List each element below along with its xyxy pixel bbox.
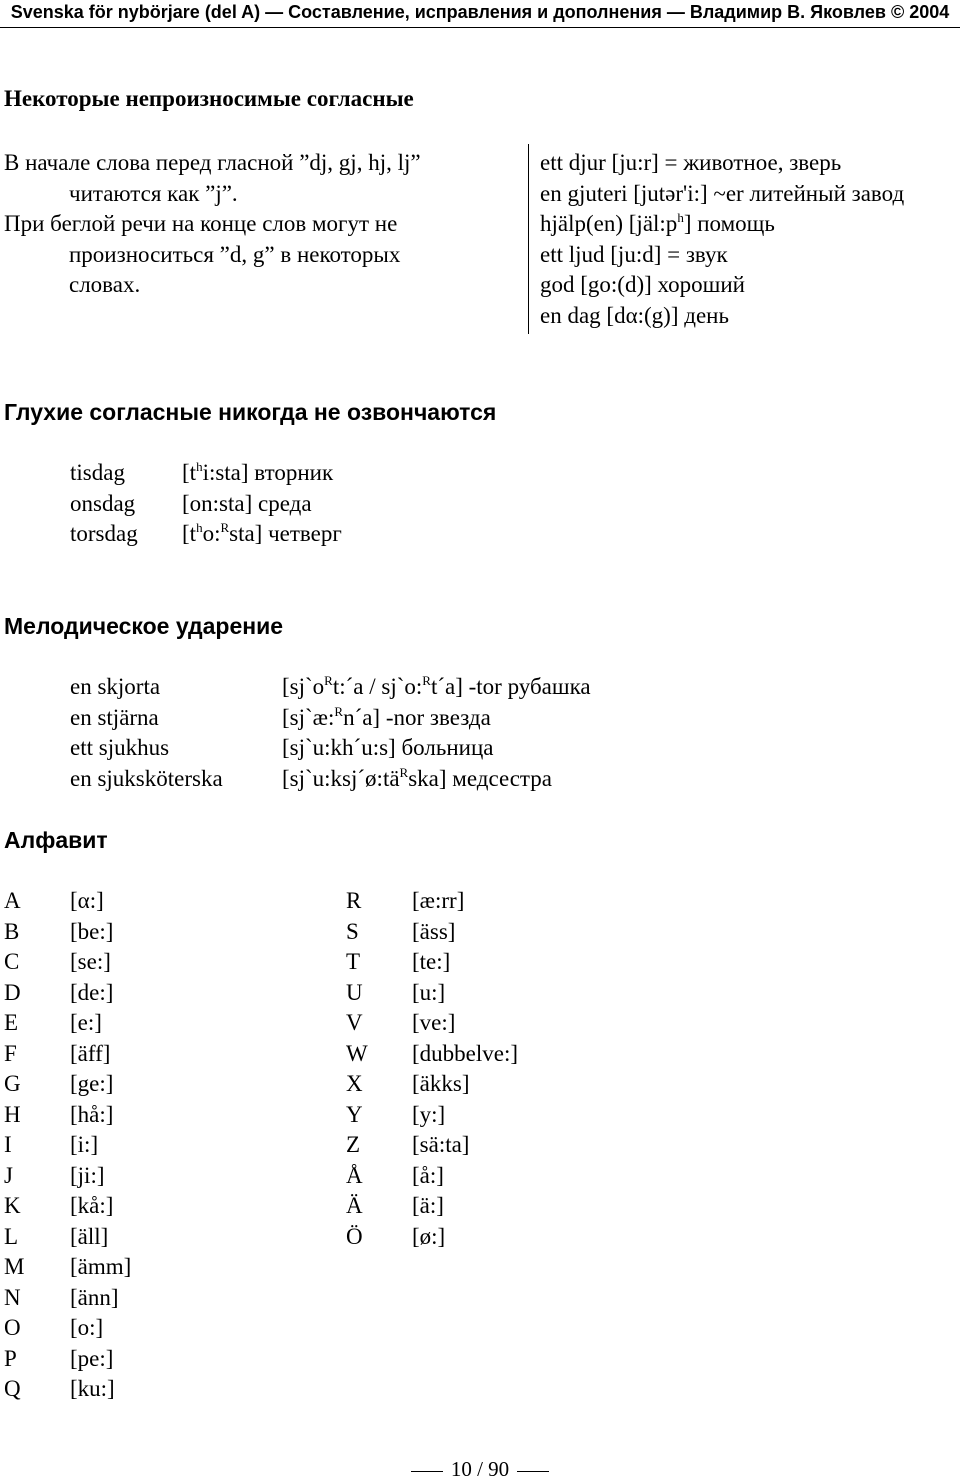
example-text: hjälp(en) [jäl:p	[540, 211, 678, 236]
alphabet-pronunciation	[412, 1374, 518, 1405]
alphabet-letter: Ö	[346, 1223, 363, 1249]
alphabet-pronunciation: [ä:]	[412, 1193, 444, 1218]
alphabet-pronunciation: [te:]	[412, 949, 451, 974]
alphabet-letter: L	[4, 1223, 19, 1249]
example-transcription: [$sj`o^Rt:´a$ / sj`o:$^R$t´a] -tor рубашка	[282, 673, 591, 699]
alphabet-pronunciation: [ø:]	[412, 1223, 446, 1249]
explanation-line: При беглой речи на конце слов могут не	[4, 211, 398, 236]
alphabet-letter: P	[4, 1345, 17, 1371]
silent-consonants-examples	[540, 148, 904, 331]
alphabet-letter: C	[4, 949, 20, 974]
alphabet-letter	[346, 1344, 412, 1375]
example-word: en stjärna	[70, 704, 159, 730]
alphabet-letter: S	[346, 918, 359, 944]
example-line: en gjuteri [jutər'i:] ~er литейный завод	[540, 180, 905, 206]
explanation-line: словах.	[69, 272, 141, 297]
alphabet-letter: I	[4, 1132, 12, 1157]
alphabet-pronunciation: [u:]	[412, 979, 446, 1005]
example-transcription: $[t^hi:sta]$ вторник	[182, 459, 334, 485]
example-word: torsdag	[70, 521, 138, 546]
alphabet-table	[4, 886, 518, 1405]
alphabet-letter	[346, 1283, 412, 1314]
example-text: ] помощь	[683, 211, 775, 236]
alphabet-letter: X	[346, 1071, 363, 1096]
alphabet-pronunciation: [dubbelve:]	[412, 1040, 519, 1066]
alphabet-letter: B	[4, 918, 20, 944]
example-transcription: [sj`u:kh´u:s] больница	[282, 735, 494, 760]
alphabet-letter: R	[346, 888, 362, 913]
alphabet-letter: O	[4, 1315, 21, 1340]
alphabet-letter: N	[4, 1284, 21, 1310]
alphabet-pronunciation: [sä:ta]	[412, 1132, 470, 1157]
section-title-voiceless-consonants: Глухие согласные никогда не озвончаются	[4, 399, 497, 425]
example-word: tisdag	[70, 460, 125, 485]
alphabet-pronunciation: [pe:]	[70, 1345, 114, 1371]
alphabet-pronunciation: [se:]	[70, 949, 111, 974]
alphabet-pronunciation: [ge:]	[70, 1071, 114, 1096]
alphabet-letter: H	[4, 1101, 21, 1127]
example-transcription: $[sj`u:ksj´ø:tä^Rska]$ медсестра	[282, 764, 552, 791]
alphabet-letter: A	[4, 888, 21, 913]
example-word: onsdag	[70, 490, 136, 516]
alphabet-letter: Å	[346, 1162, 363, 1188]
explanation-line: В начале слова перед гласной ”dj, gj, hj, lj”	[4, 150, 421, 175]
alphabet-pronunciation: [änn]	[70, 1284, 119, 1310]
aspiration-mark: h	[677, 210, 684, 225]
alphabet-pronunciation	[412, 1283, 518, 1314]
alphabet-letter	[346, 1374, 412, 1405]
alphabet-letter: W	[346, 1040, 368, 1066]
footer-dash	[411, 1471, 443, 1472]
alphabet-pronunciation: [y:]	[412, 1101, 446, 1127]
alphabet-pronunciation: [ji:]	[70, 1162, 105, 1188]
alphabet-pronunciation: [ku:]	[70, 1376, 115, 1401]
alphabet-grid	[4, 886, 518, 1405]
alphabet-letter: G	[4, 1071, 21, 1096]
melodic-stress-examples	[70, 672, 591, 794]
example-word: en sjuksköterska	[70, 765, 223, 791]
alphabet-pronunciation: [äkks]	[412, 1071, 470, 1096]
example-line: god [go:(d)] хороший	[540, 272, 745, 297]
alphabet-letter: Z	[346, 1132, 361, 1157]
alphabet-letter: K	[4, 1193, 21, 1218]
silent-consonants-explanation	[4, 148, 504, 301]
alphabet-pronunciation: [ve:]	[412, 1010, 456, 1035]
alphabet-letter: F	[4, 1040, 17, 1066]
alphabet-pronunciation: [äss]	[412, 918, 456, 944]
alphabet-letter: Y	[346, 1101, 363, 1127]
explanation-line: произноситься ”d, g” в некоторых	[69, 241, 401, 267]
alphabet-pronunciation: [äll]	[70, 1223, 109, 1249]
footer-dash	[517, 1471, 549, 1472]
alphabet-pronunciation: [e:]	[70, 1010, 102, 1035]
alphabet-pronunciation: [å:]	[412, 1162, 444, 1188]
example-line	[540, 209, 904, 240]
explanation-line: читаются как ”j”.	[69, 180, 238, 206]
example-transcription: [on:sta] среда	[182, 490, 312, 516]
alphabet-letter: Q	[4, 1376, 21, 1401]
page-footer	[0, 1456, 960, 1482]
alphabet-pronunciation: [hå:]	[70, 1101, 114, 1127]
alphabet-letter	[346, 1313, 412, 1344]
alphabet-pronunciation: [be:]	[70, 918, 114, 944]
alphabet-letter: E	[4, 1010, 19, 1035]
example-word: ett sjukhus	[70, 735, 170, 760]
alphabet-letter: M	[4, 1254, 25, 1279]
weekday-examples	[70, 458, 342, 550]
alphabet-pronunciation: [äff]	[70, 1040, 111, 1066]
alphabet-letter: D	[4, 979, 21, 1005]
example-line: ett ljud [ju:d] = звук	[540, 241, 728, 267]
section-title-silent-consonants: Некоторые непроизносимые согласные	[4, 86, 414, 111]
alphabet-pronunciation: [de:]	[70, 979, 114, 1005]
header-rule	[0, 27, 960, 28]
alphabet-pronunciation	[412, 1313, 518, 1344]
alphabet-pronunciation: [α:]	[70, 888, 104, 913]
section-title-melodic-stress: Мелодическое ударение	[4, 613, 284, 639]
alphabet-pronunciation: [o:]	[70, 1315, 104, 1340]
section-title-alphabet: Алфавит	[4, 827, 108, 853]
alphabet-letter: J	[4, 1162, 13, 1188]
alphabet-pronunciation: [i:]	[70, 1132, 99, 1157]
alphabet-letter: T	[346, 949, 361, 974]
example-line: ett djur [ju:r] = животное, зверь	[540, 150, 842, 175]
page-header: Svenska för nybörjare (del A) — Составление, исправления и дополнения — Владимир В. Яковлев © 2004	[10, 2, 950, 22]
alphabet-pronunciation: [ämm]	[70, 1254, 132, 1279]
alphabet-letter	[346, 1252, 412, 1283]
page-number: 10 / 90	[450, 1457, 510, 1481]
example-transcription: [sj`æ:$^R$n´a] -nor звезда	[282, 703, 491, 730]
alphabet-pronunciation	[412, 1344, 518, 1375]
alphabet-pronunciation: [kå:]	[70, 1193, 114, 1218]
alphabet-letter: U	[346, 979, 363, 1005]
example-word: en skjorta	[70, 674, 161, 699]
alphabet-letter: Ä	[346, 1193, 363, 1218]
example-line: en dag [dα:(g)] день	[540, 302, 729, 328]
column-divider	[528, 144, 529, 334]
alphabet-pronunciation: [æ:rr]	[412, 888, 465, 913]
example-transcription: $[t^ho:^Rsta]$ четверг	[182, 520, 342, 546]
alphabet-pronunciation	[412, 1252, 518, 1283]
alphabet-letter: V	[346, 1010, 363, 1035]
